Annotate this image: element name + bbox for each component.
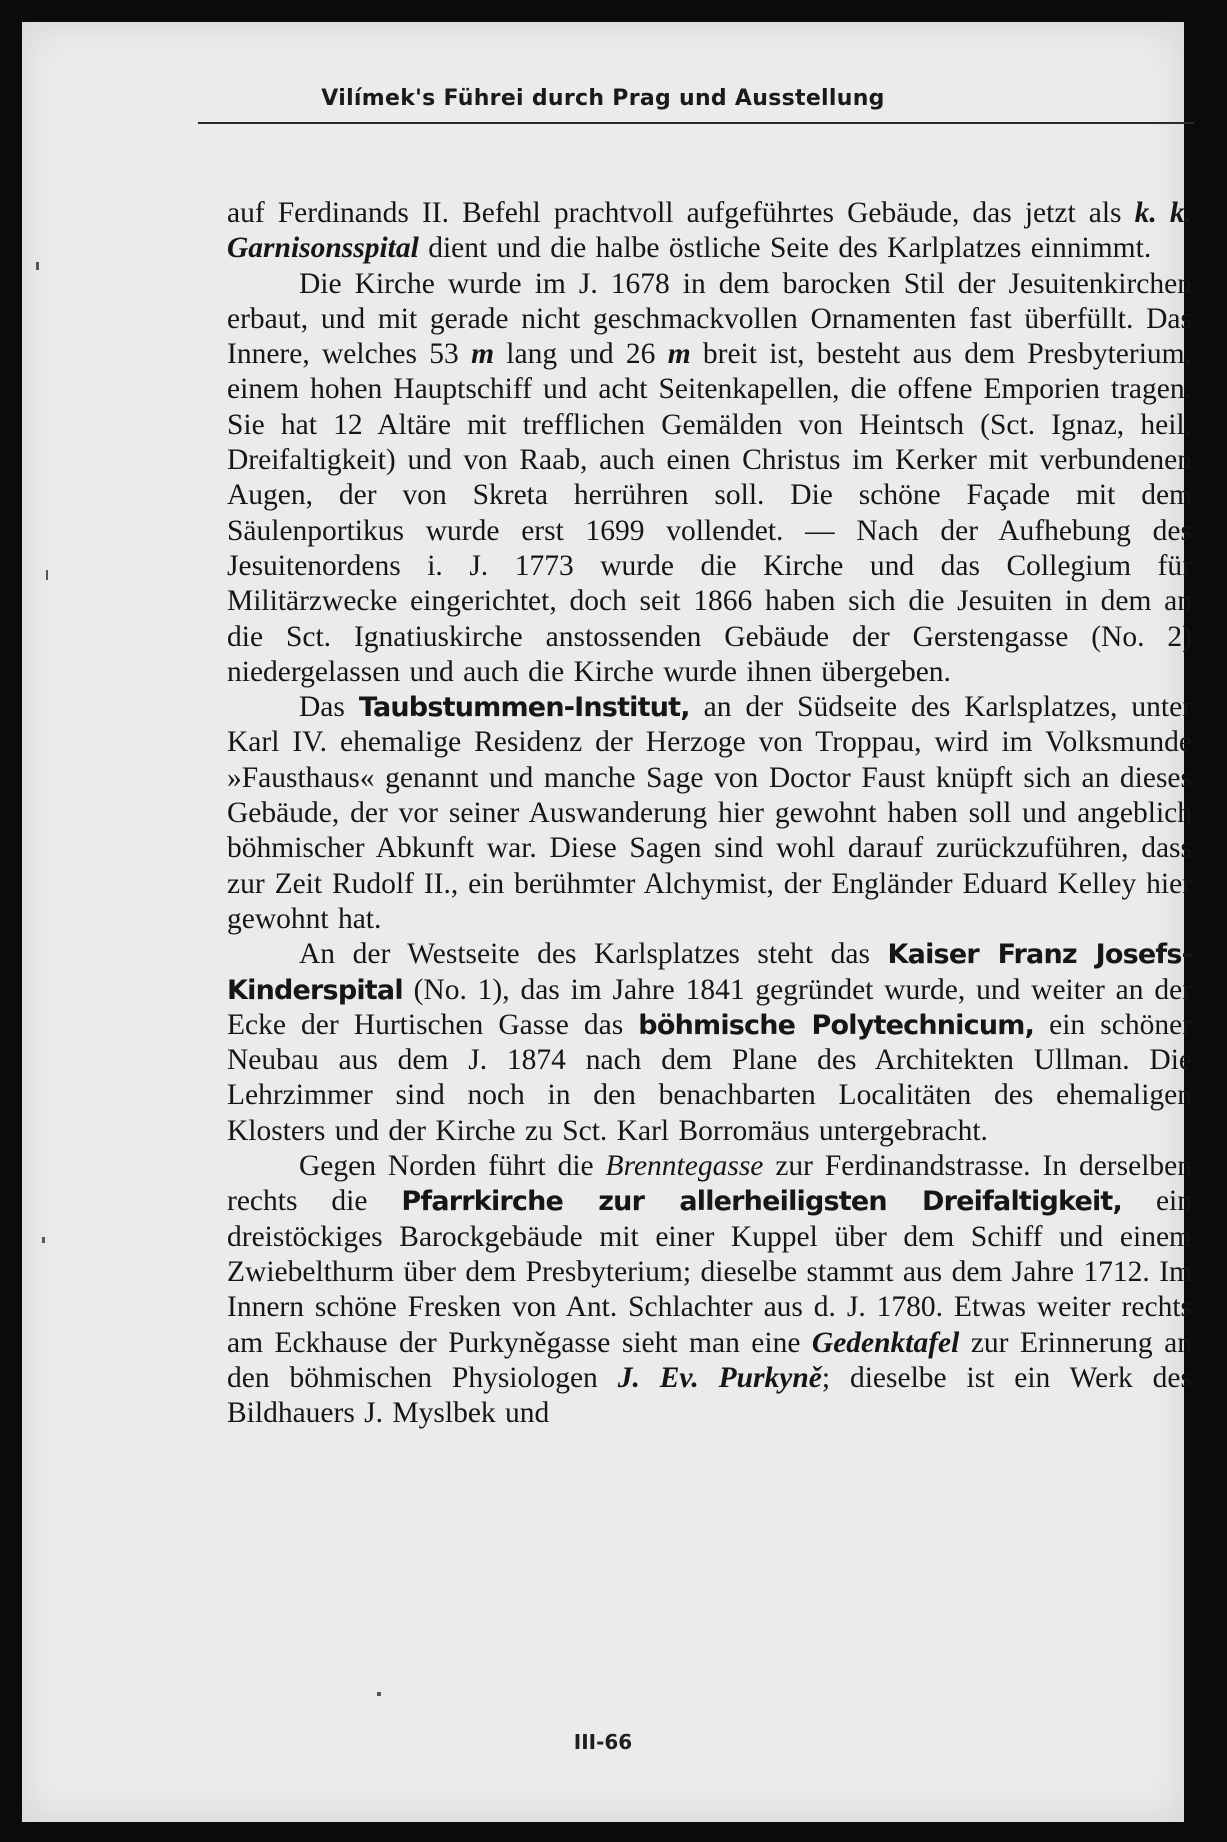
header-rule [198,122,1194,124]
book-page [22,22,1193,1822]
heading-taubstummen-institut: Taubstummen-Institut, [358,692,690,724]
scan-speck [46,570,48,580]
paragraph-1 [227,196,1192,267]
running-header: Vilímek's Führei durch Prag und Ausstellung [321,86,885,111]
text-span: ein dreistöckiges Barockgebäude mit einer Kuppel über dem Schiff und einem Zwiebelthurm über dem Presbyterium; dieselbe stammt aus dem Jahre 1712. Im Innern schöne Fresken von Ant. Schlachter aus d. J. 1780. Etwas weiter rechts am Eckhause der Purkyněgasse sieht man eine [227,1185,1192,1359]
unit-m: m [471,338,495,371]
text-span: zur Erinnerung an den böhmischen Physiologen [227,1326,1192,1394]
text-span: auf Ferdinands II. Befehl prachtvoll aufgeführtes Gebäude, das jetzt als [227,197,1135,229]
paragraph-2 [227,267,1192,691]
text-span: Die Kirche wurde im J. 1678 in dem barocken Stil der Jesuitenkirchen erbaut, und mit gerade nicht geschmackvollen Ornamenten fast überfüllt. Das Innere, welches 53 [227,267,1192,371]
emphasis-garnisonsspital: k. k. Garnisonsspital [227,197,1193,265]
text-span: lang und 26 [494,338,668,371]
text-span: An der Westseite des Karlsplatzes steht das [299,938,888,971]
emphasis-purkyne: J. Ev. Purkyně [617,1361,822,1394]
emphasis-gedenktafel: Gedenktafel [811,1326,960,1359]
text-span: ; dieselbe ist ein Werk des Bildhauers J. Myslbek und [227,1361,1193,1430]
heading-polytechnicum: böhmische Polytechnicum, [638,1009,1035,1041]
scan-speck [377,1692,381,1696]
text-span: dient und die halbe östliche Seite des Karlplatzes einnimmt. [418,232,1152,265]
unit-m: m [667,338,691,371]
paragraph-4 [227,937,1192,1149]
heading-kinderspital: Kaiser Franz Josefs-Kinderspital [227,939,1192,1006]
text-span: ein schöner Neubau aus dem J. 1874 nach dem Plane des Architekten Ullman. Die Lehrzimmer sind noch in den benachbarten Localitäten des ehemaligen Klosters und der Kirche zu Sct. Karl Borromäus untergebracht. [227,1008,1193,1147]
body-text [227,196,1192,1431]
street-brenntegasse: Brenntegasse [605,1150,764,1183]
paragraph-5 [227,1149,1192,1431]
text-span: zur Ferdinandstrasse. In derselben rechts die [227,1150,1192,1218]
text-span: (No. 1), das im Jahre 1841 gegründet wurde, und weiter an der Ecke der Hurtischen Gasse das [227,973,1192,1041]
text-span: an der Südseite des Karlsplatzes, unter Karl IV. ehemalige Residenz der Herzoge von Troppau, wird im Volksmunde »Fausthaus« genannt und manche Sage von Doctor Faust knüpft sich an dieses Gebäude, der vor seiner Auswanderung hier gewohnt haben soll und angeblich böhmischer Abkunft war. Diese Sagen sind wohl darauf zurückzuführen, dass zur Zeit Rudolf II., ein berühmter Alchymist, der Engländer Eduard Kelley hier gewohnt hat. [227,691,1192,935]
page-number: III-66 [573,1730,633,1754]
text-span: Gegen Norden führt die [299,1150,606,1183]
text-span: breit ist, besteht aus dem Presbyterium, einem hohen Hauptschiff und acht Seitenkapellen, die offene Emporien tragen. Sie hat 12 Altäre mit trefflichen Gemälden von Heintsch (Sct. Ignaz, heil. Dreifaltigkeit) und von Raab, auch einen Christus im Kerker mit verbundenen Augen, der von Skreta herrühren soll. Die schöne Façade mit dem Säulenportikus wurde erst 1699 vollendet. — Nach der Aufhebung des Jesuitenordens i. J. 1773 wurde die Kirche und das Collegium für Militärzwecke eingerichtet, doch seit 1866 haben sich die Jesuiten in dem an die Sct. Ignatiuskirche anstossenden Gebäude der Gerstengasse (No. 2) niedergelassen und auch die Kirche wurde ihnen übergeben. [227,338,1192,688]
paragraph-3 [227,690,1192,937]
scan-speck [36,262,39,270]
heading-pfarrkirche: Pfarrkirche zur allerheiligsten Dreifaltigkeit, [401,1186,1122,1218]
scan-speck [42,1237,45,1243]
text-span: Das [299,691,359,724]
